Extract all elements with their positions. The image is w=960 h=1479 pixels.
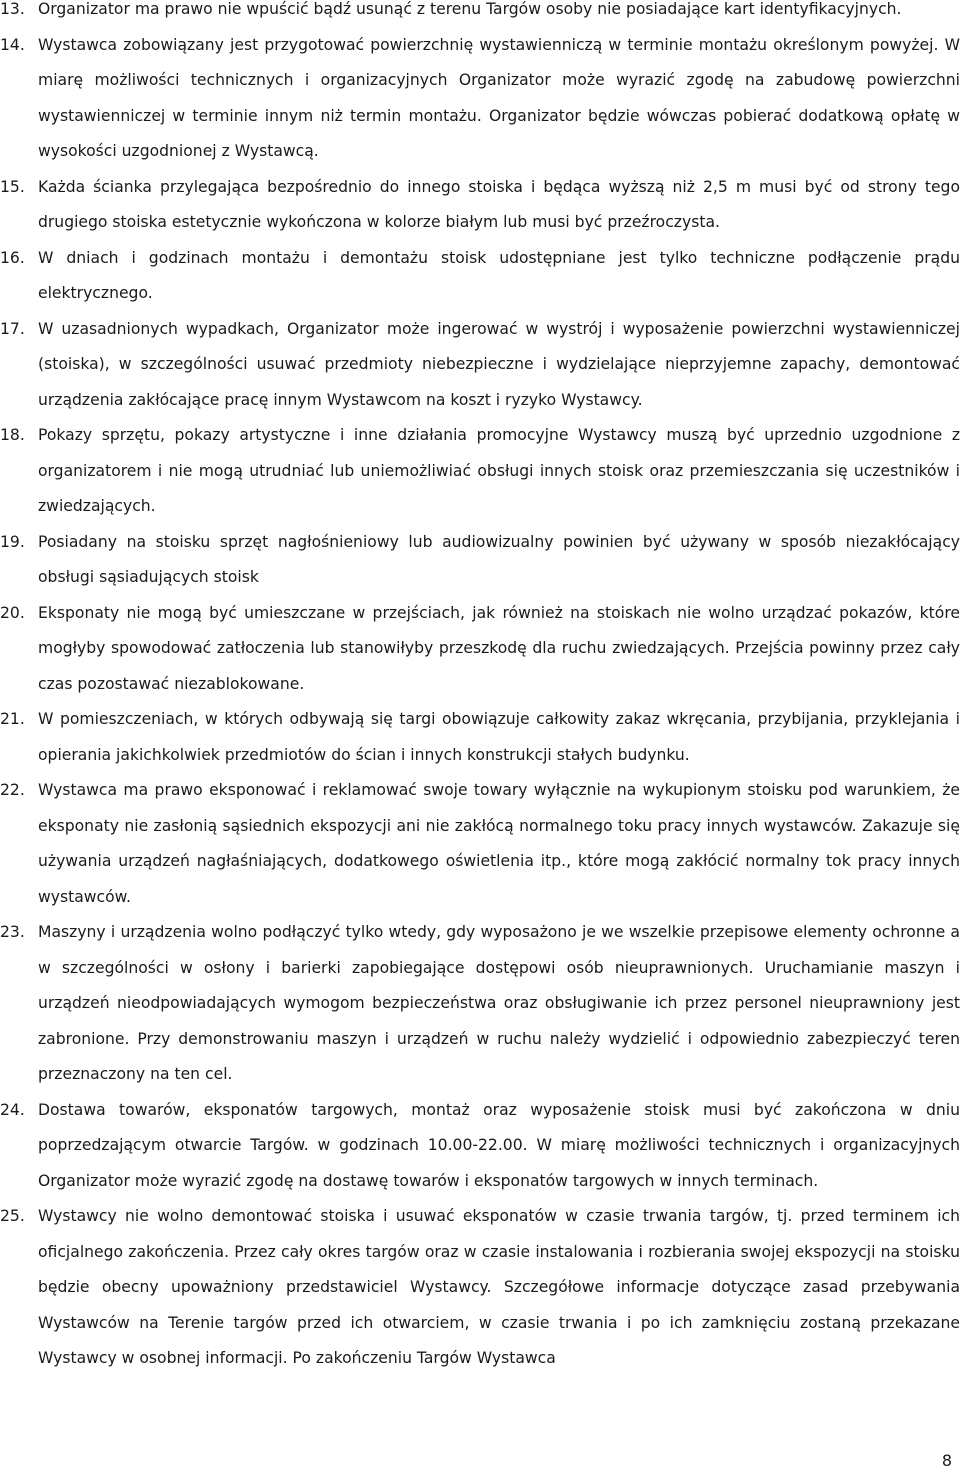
item-number: 25. [0,1207,25,1225]
list-item [0,1199,960,1377]
item-number: 17. [0,319,25,338]
item-text: Maszyny i urządzenia wolno podłączyć tylko wtedy, gdy wyposażono je we wszelkie przepisowe elementy ochronne a w szczególności w osłony i barierki zapobiegające dostępowi osób nieuprawnionych. Uruchamianie maszyn i urządzeń nieodpowiadających wymogom bezpieczeństwa oraz obsługiwanie ich przez personel nieuprawniony jest zabronione. Przy demonstrowaniu maszyn i urządzeń w ruchu należy wydzielić i odpowiednio zabezpieczyć teren przeznaczony na ten cel. [38,923,960,1083]
item-text: W dniach i godzinach montażu i demontażu stoisk udostępniane jest tylko techniczne podłączenie prądu elektrycznego. [38,248,960,302]
list-item [0,596,960,703]
list-item [0,241,960,312]
item-text: Wystawcy nie wolno demontować stoiska i usuwać eksponatów w czasie trwania targów, tj. przed terminem ich oficjalnego zakończenia. Przez cały okres targów oraz w czasie instalowania i rozbierania swojej ekspozycji na stoisku będzie obecny upoważniony przedstawiciel Wystawcy. Szczegółowe informacje dotyczące zasad przebywania Wystawców na Terenie targów przed ich otwarciem, w czasie trwania i po ich zamknięciu zostaną przekazane Wystawcy w osobnej informacji. Po zakończeniu Targów Wystawca [38,1207,960,1367]
item-number: 14. [0,35,25,54]
item-text: Dostawa towarów, eksponatów targowych, montaż oraz wyposażenie stoisk musi być zakończona w dniu poprzedzającym otwarcie Targów. w godzinach 10.00-22.00. W miarę możliwości technicznych i organizacyjnych Organizator może wyrazić zgodę na dostawę towarów i eksponatów targowych w innych terminach. [38,1100,960,1190]
list-item [0,773,960,915]
item-text: Pokazy sprzętu, pokazy artystyczne i inne działania promocyjne Wystawcy muszą być uprzednio uzgodnione z organizatorem i nie mogą utrudniać lub uniemożliwiać obsługi innych stoisk oraz przemieszczania się uczestników i zwiedzających. [38,426,960,515]
list-item [0,170,960,241]
item-number: 21. [0,710,25,728]
item-text: Organizator ma prawo nie wpuścić bądź usunąć z terenu Targów osoby nie posiadające kart identyfikacyjnych. [38,0,902,18]
item-number: 18. [0,426,25,444]
list-item [0,1093,960,1200]
item-number: 16. [0,248,25,267]
page-number: 8 [941,1451,952,1470]
list-item [0,312,960,419]
item-text: W pomieszczeniach, w których odbywają się targi obowiązuje całkowity zakaz wkręcania, przybijania, przyklejania i opierania jakichkolwiek przedmiotów do ścian i innych konstrukcji stałych budynku. [38,710,960,764]
item-number: 24. [0,1100,25,1119]
item-number: 15. [0,177,25,196]
list-item [0,0,960,28]
item-text: Posiadany na stoisku sprzęt nagłośnieniowy lub audiowizualny powinien być używany w sposób niezakłócający obsługi sąsiadujących stoisk [38,532,960,586]
item-text: Każda ścianka przylegająca bezpośrednio do innego stoiska i będąca wyższą niż 2,5 m musi być od strony tego drugiego stoiska estetycznie wykończona w kolorze białym lub musi być przeźroczysta. [38,177,960,231]
item-number: 20. [0,603,25,622]
list-item [0,525,960,596]
list-item [0,702,960,773]
list-item [0,28,960,170]
item-text: Wystawca zobowiązany jest przygotować powierzchnię wystawienniczą w terminie montażu określonym powyżej. W miarę możliwości technicznych i organizacyjnych Organizator może wyrazić zgodę na zabudowę powierzchni wystawienniczej w terminie innym niż termin montażu. Organizator będzie wówczas pobierać dodatkową opłatę w wysokości uzgodnionej z Wystawcą. [38,35,960,160]
item-number: 22. [0,781,25,799]
list-item [0,915,960,1093]
item-text: Wystawca ma prawo eksponować i reklamować swoje towary wyłącznie na wykupionym stoisku pod warunkiem, że eksponaty nie zasłonią sąsiednich ekspozycji ani nie zakłócą normalnego toku pracy innych wystawców. Zakazuje się używania urządzeń nagłaśniających, dodatkowego oświetlenia itp., które mogą zakłócić normalny tok pracy innych wystawców. [38,781,960,906]
item-text: Eksponaty nie mogą być umieszczane w przejściach, jak również na stoiskach nie wolno urządzać pokazów, które mogłyby spowodować zatłoczenia lub stanowiłyby przeszkodę dla ruchu zwiedzających. Przejścia powinny przez cały czas pozostawać niezablokowane. [38,603,960,693]
item-number: 23. [0,923,25,941]
item-number: 19. [0,532,25,551]
list-item [0,418,960,525]
item-text: W uzasadnionych wypadkach, Organizator może ingerować w wystrój i wyposażenie powierzchni wystawienniczej (stoiska), w szczególności usuwać przedmioty niebezpieczne i wydzielające nieprzyjemne zapachy, demontować urządzenia zakłócające pracę innym Wystawcom na koszt i ryzyko Wystawcy. [38,319,960,409]
item-number: 13. [0,0,25,18]
